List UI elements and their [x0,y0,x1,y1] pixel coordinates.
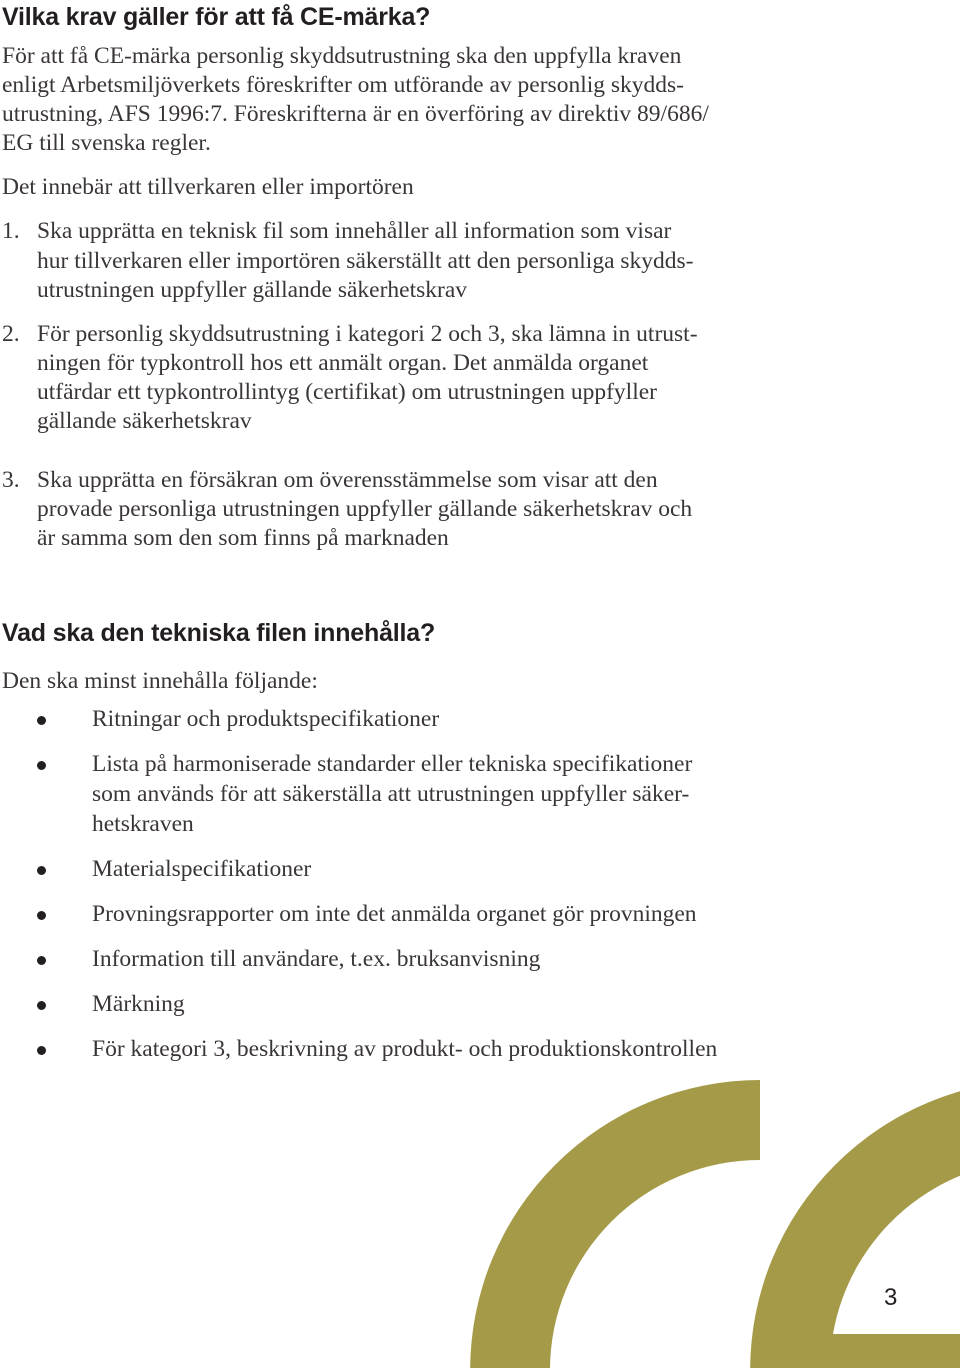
lead-sentence: Den ska minst innehålla följande: [2,668,318,694]
bullet-text: Materialspecifikationer [92,856,312,882]
bullet-text: Ritningar och produktspecifikationer [92,706,440,732]
item-number: 2. [2,321,20,347]
item-line: ningen för typkontroll hos ett anmält organ. Det anmälda organet [37,350,649,376]
bullet-icon [37,956,46,965]
ce-mark-c [470,1080,760,1368]
intro-line: För att få CE-märka personlig skyddsutrustning ska den uppfylla kraven [2,43,682,69]
bullet-text: Lista på harmoniserade standarder eller tekniska specifikationer [92,751,693,777]
bullet-icon [37,1046,46,1055]
bullet-icon [37,761,46,770]
item-line: gällande säkerhetskrav [37,408,252,434]
intro-line: utrustning, AFS 1996:7. Föreskrifterna är en överföring av direktiv 89/686/ [2,101,709,127]
item-number: 3. [2,467,20,493]
item-line: utrustningen uppfyller gällande säkerhetskrav [37,277,468,303]
lead-sentence: Det innebär att tillverkaren eller importören [2,174,414,200]
item-line: Ska upprätta en försäkran om överensstämmelse som visar att den [37,467,658,493]
item-line: utfärdar ett typkontrollintyg (certifikat) om utrustningen uppfyller [37,379,657,405]
ce-mark-e [750,1080,960,1368]
intro-line: EG till svenska regler. [2,130,211,156]
bullet-text: För kategori 3, beskrivning av produkt- och produktionskontrollen [92,1036,718,1062]
bullet-icon [37,911,46,920]
bullet-text: som används för att säkerställa att utrustningen uppfyller säker- [92,781,690,807]
heading-technical-file: Vad ska den tekniska filen innehålla? [2,619,436,647]
item-line: är samma som den som finns på marknaden [37,525,449,551]
item-line: provade personliga utrustningen uppfyller gällande säkerhetskrav och [37,496,693,522]
item-line: Ska upprätta en teknisk fil som innehåller all information som visar [37,218,672,244]
bullet-icon [37,866,46,875]
page-number: 3 [884,1284,898,1311]
bullet-icon [37,1001,46,1010]
heading-ce-requirements: Vilka krav gäller för att få CE-märka? [2,3,431,31]
bullet-text: hetskraven [92,811,194,837]
bullet-text: Information till användare, t.ex. bruksanvisning [92,946,541,972]
bullet-text: Märkning [92,991,185,1017]
item-line: hur tillverkaren eller importören säkerställt att den personliga skydds- [37,248,694,274]
item-line: För personlig skyddsutrustning i kategori 2 och 3, ska lämna in utrust- [37,321,698,347]
item-number: 1. [2,218,20,244]
intro-line: enligt Arbetsmiljöverkets föreskrifter om utförande av personlig skydds- [2,72,684,98]
bullet-icon [37,716,46,725]
bullet-text: Provningsrapporter om inte det anmälda organet gör provningen [92,901,697,927]
